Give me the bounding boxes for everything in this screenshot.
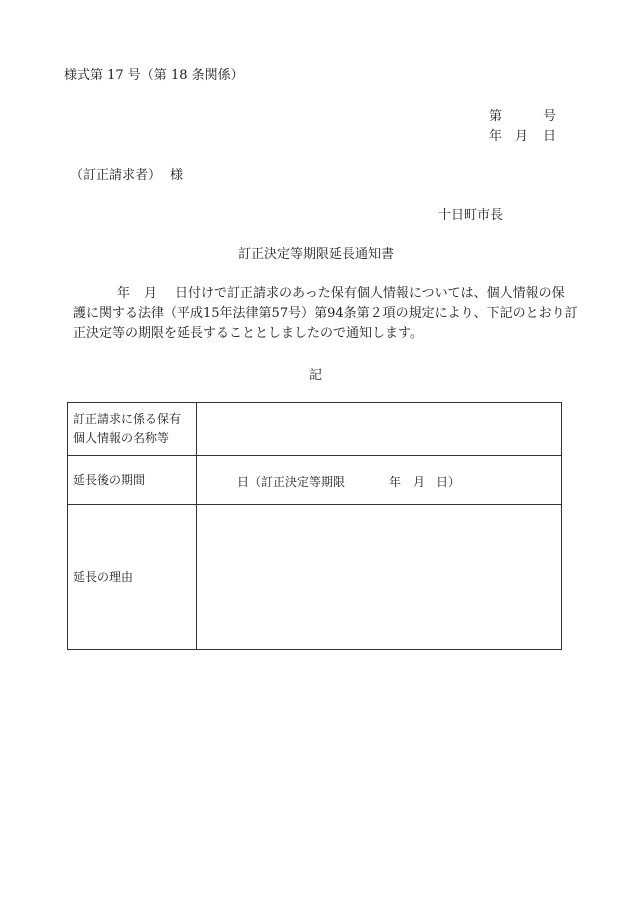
- deadline-month-label: 月: [413, 475, 426, 489]
- extended-period-label: 延長後の期間: [68, 456, 197, 505]
- issue-date-line: [489, 125, 557, 144]
- day-label: 日: [543, 129, 557, 144]
- body-line-3: 正決定等の期限を延長することとしましたので通知します。: [73, 326, 423, 341]
- period-days-text: 日（訂正決定等期限: [237, 475, 346, 489]
- form-number: 様式第 17 号（第 18 条関係）: [64, 68, 244, 83]
- table-row: [68, 403, 562, 456]
- month-label: 月: [515, 129, 529, 144]
- extension-reason-label: 延長の理由: [68, 505, 197, 650]
- personal-info-name-field[interactable]: [197, 403, 562, 456]
- ki-heading: 記: [309, 368, 323, 383]
- addressee-honorific: 様: [170, 168, 184, 183]
- deadline-year-label: 年: [389, 475, 402, 489]
- body-month: 月: [144, 286, 158, 301]
- body-line-1-text: 日付けで訂正請求のあった保有個人情報については、個人情報の保: [175, 286, 565, 301]
- extension-reason-field[interactable]: [197, 505, 562, 650]
- document-number-line: [489, 105, 557, 124]
- body-paragraph: [73, 284, 578, 344]
- table-row: [68, 505, 562, 650]
- deadline-day-label: 日）: [436, 475, 461, 489]
- document-title: 訂正決定等期限延長通知書: [238, 247, 395, 262]
- issuer: 十日町市長: [438, 208, 504, 223]
- addressee-name: （訂正請求者）: [70, 168, 162, 183]
- label-line: 個人情報の名称等: [73, 431, 170, 445]
- extended-period-field[interactable]: [197, 456, 562, 505]
- label-line: 訂正請求に係る保有: [73, 412, 182, 426]
- body-line-2: 護に関する法律（平成15年法律第57号）第94条第２項の規定により、下記のとおり訂: [73, 306, 578, 321]
- personal-info-name-label: [68, 403, 197, 456]
- number-suffix: 号: [543, 109, 557, 124]
- year-label: 年: [489, 129, 503, 144]
- body-line-1: [73, 284, 573, 304]
- details-table: [67, 402, 562, 650]
- body-year: 年: [117, 286, 131, 301]
- addressee: [70, 164, 184, 183]
- number-prefix: 第: [489, 109, 503, 124]
- table-row: [68, 456, 562, 505]
